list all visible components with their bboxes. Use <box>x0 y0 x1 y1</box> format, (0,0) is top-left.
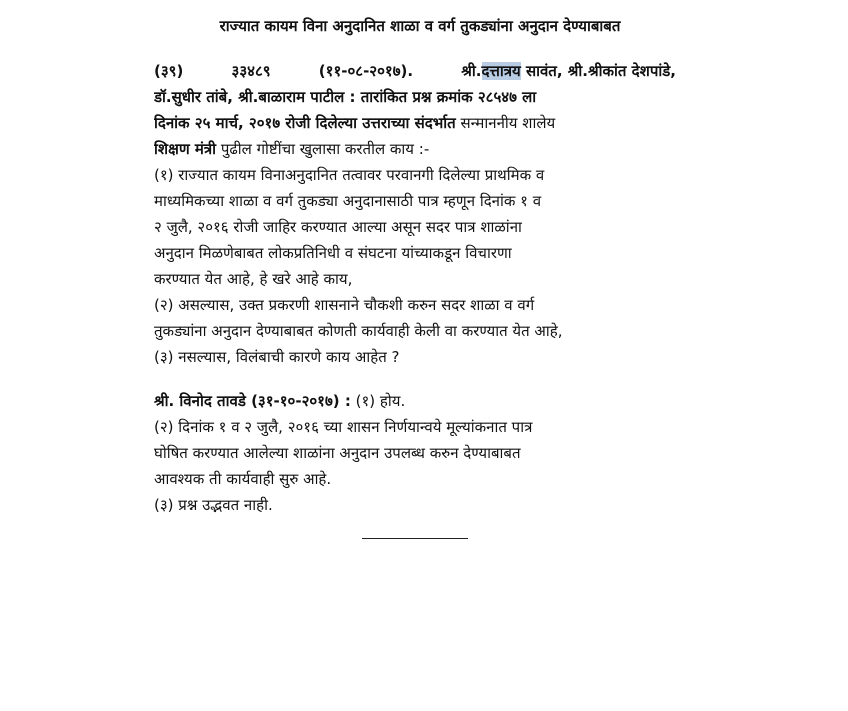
highlighted-name[interactable]: दत्तात्रय <box>481 62 521 80</box>
question-p1-line: अनुदान मिळणेबाबत लोकप्रतिनिधी व संघटना यांच्याकडून विचारणा <box>154 244 512 262</box>
question-p1-line: (१) राज्यात कायम विनाअनुदानित तत्वावर परवानगी दिलेल्या प्राथमिक व <box>154 166 545 184</box>
answer-2-line: घोषित करण्यात आलेल्या शाळांना अनुदान उपलब्ध करुन देण्याबाबत <box>154 444 521 462</box>
question-p2-line: (२) असल्यास, उक्त प्रकरणी शासनाने चौकशी करुन सदर शाळा व वर्ग <box>154 296 535 314</box>
answer-1: (१) होय. <box>350 392 406 410</box>
question-p1-line: २ जुलै, २०१६ रोजी जाहिर करण्यात आल्या असून सदर पात्र शाळांना <box>154 218 522 236</box>
page-title: राज्यात कायम विना अनुदानित शाळा व वर्ग तुकड्यांना अनुदान देण्याबाबत <box>219 17 621 35</box>
question-p2-line: तुकड्यांना अनुदान देण्याबाबत कोणती कार्यवाही केली वा करण्यात येत आहे, <box>154 322 563 340</box>
answer-2-line: आवश्यक ती कार्यवाही सुरु आहे. <box>154 470 332 488</box>
question-p3-line: (३) नसल्यास, विलंबाची कारणे काय आहेत ? <box>154 348 400 366</box>
minister-title: शिक्षण मंत्री <box>154 140 217 158</box>
question-number: (३९) <box>154 62 184 80</box>
answer-minister: श्री. विनोद तावडे (३१-१०-२०१७) : <box>154 392 351 410</box>
answer-2-line: (२) दिनांक १ व २ जुलै, २०१६ च्या शासन निर्णयान्वये मूल्यांकनात पात्र <box>154 418 533 436</box>
question-p1-line: माध्यमिकच्या शाळा व वर्ग तुकड्या अनुदानासाठी पात्र म्हणून दिनांक १ व <box>154 192 542 210</box>
member-names: सावंत, श्री.श्रीकांत देशपांडे, <box>520 62 676 80</box>
question-p1-line: करण्यात येत आहे, हे खरे आहे काय, <box>154 270 353 288</box>
intro-rest: पुढील गोष्टींचा खुलासा करतील काय :- <box>216 140 430 158</box>
answer-block <box>154 388 676 518</box>
answer-3-line: (३) प्रश्न उद्भवत नाही. <box>154 496 273 514</box>
question-intro-line <box>154 136 676 162</box>
answer-header-line <box>154 388 676 414</box>
end-divider <box>362 538 468 539</box>
question-members-line: डॉ.सुधीर तांबे, श्री.बाळाराम पाटील : तारांकित प्रश्न क्रमांक २८५४७ ला <box>154 88 537 106</box>
question-date: (११-०८-२०१७). <box>318 62 414 80</box>
question-members <box>461 58 676 84</box>
question-header-line <box>154 58 676 84</box>
question-block <box>154 58 676 370</box>
question-code: ३३४८९ <box>231 62 271 80</box>
member-prefix: श्री. <box>461 62 482 80</box>
reference-text: दिनांक २५ मार्च, २०१७ रोजी दिलेल्या उत्तराच्या संदर्भात <box>154 114 456 132</box>
question-reference-line <box>154 110 676 136</box>
reference-rest: सन्माननीय शालेय <box>455 114 556 132</box>
